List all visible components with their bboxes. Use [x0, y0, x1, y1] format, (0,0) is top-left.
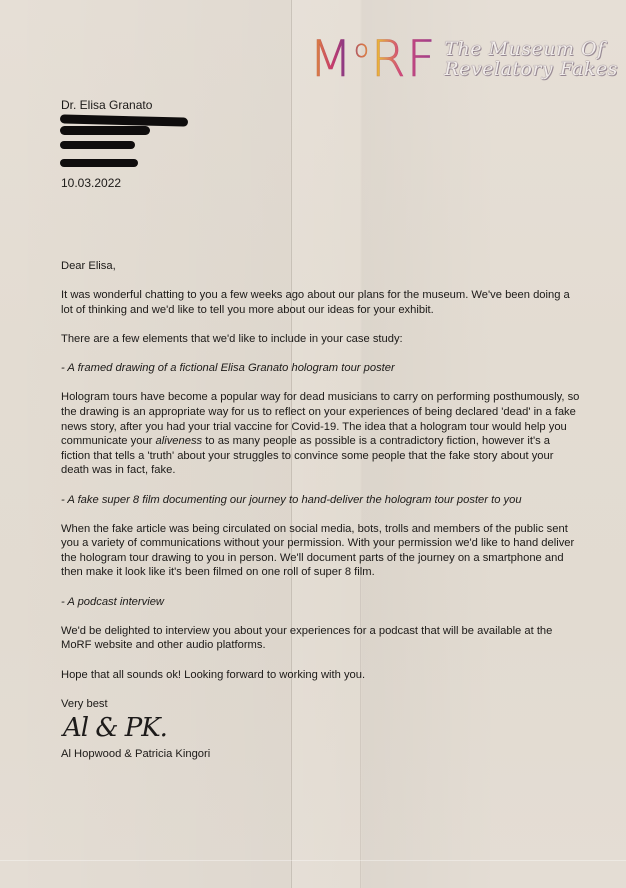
paragraph-film: When the fake article was being circulated on social media, bots, trolls and members of the public sent you a variety of communications without your permission. With your permission we'd like to hand deliver the hologram tour drawing to you in person. We'll document parts of the journey on a smartphone and then make it look like it's been filmed on one roll of super 8 film.: [61, 522, 575, 579]
salutation: Dear Elisa,: [61, 260, 116, 272]
logo-letter-m: M: [309, 30, 354, 88]
logo-letters-rf: RF: [370, 30, 437, 88]
letter-body: [61, 259, 581, 762]
logo-tagline: [444, 39, 618, 79]
paper-fold: [0, 860, 626, 861]
paragraph-hologram: [61, 390, 581, 478]
signatories: Al Hopwood & Patricia Kingori: [61, 748, 211, 761]
logo-letter-o: o: [354, 35, 370, 63]
tagline-line-2: Revelatory Fakes: [444, 58, 618, 80]
morf-logo: [309, 30, 618, 88]
redaction-bar: [60, 126, 150, 135]
redaction-bar: [60, 159, 138, 167]
paragraph-closing: Hope that all sounds ok! Looking forward to working with you.: [61, 668, 366, 681]
list-item-poster: - A framed drawing of a fictional Elisa Granato hologram tour poster: [61, 362, 395, 375]
closing: Very best: [61, 697, 108, 710]
signature: Al & PK.: [63, 713, 167, 744]
list-item-podcast: - A podcast interview: [61, 595, 165, 608]
recipient-name: Dr. Elisa Granato: [61, 98, 153, 112]
paragraph-intro: It was wonderful chatting to you a few weeks ago about our plans for the museum. We've been doing a lot of thinking and we'd like to tell you more about our ideas for your exhibit.: [61, 289, 570, 316]
emphasis-aliveness: aliveness: [155, 435, 203, 448]
logo-wordmark: [309, 30, 437, 88]
paragraph-podcast: We'd be delighted to interview you about your experiences for a podcast that will be available at the MoRF website and other audio platforms.: [61, 624, 553, 652]
redaction-bar: [60, 114, 188, 126]
letter-date: 10.03.2022: [61, 176, 122, 190]
redaction-bar: [60, 141, 135, 149]
list-item-film: - A fake super 8 film documenting our journey to hand-deliver the hologram tour poster to you: [61, 493, 522, 506]
paragraph-elements: There are a few elements that we'd like to include in your case study:: [61, 332, 403, 345]
tagline-line-1: The Museum Of: [444, 38, 605, 60]
text: Hologram tours have become a popular way for dead musicians to carry on performing posthumously, so the drawing is an appropriate way for us to reflect on your experiences of being declared 'dead' in a fake news story, after you had your trial vaccine for Covid-19. The idea that a hologram tour would help you communicate your: [61, 391, 580, 448]
text: to as many people as possible is a contradictory fiction, however it's a fiction that tells a 'truth' about your struggles to convince some people that the fake story about your death was in fact, fake.: [61, 435, 554, 477]
